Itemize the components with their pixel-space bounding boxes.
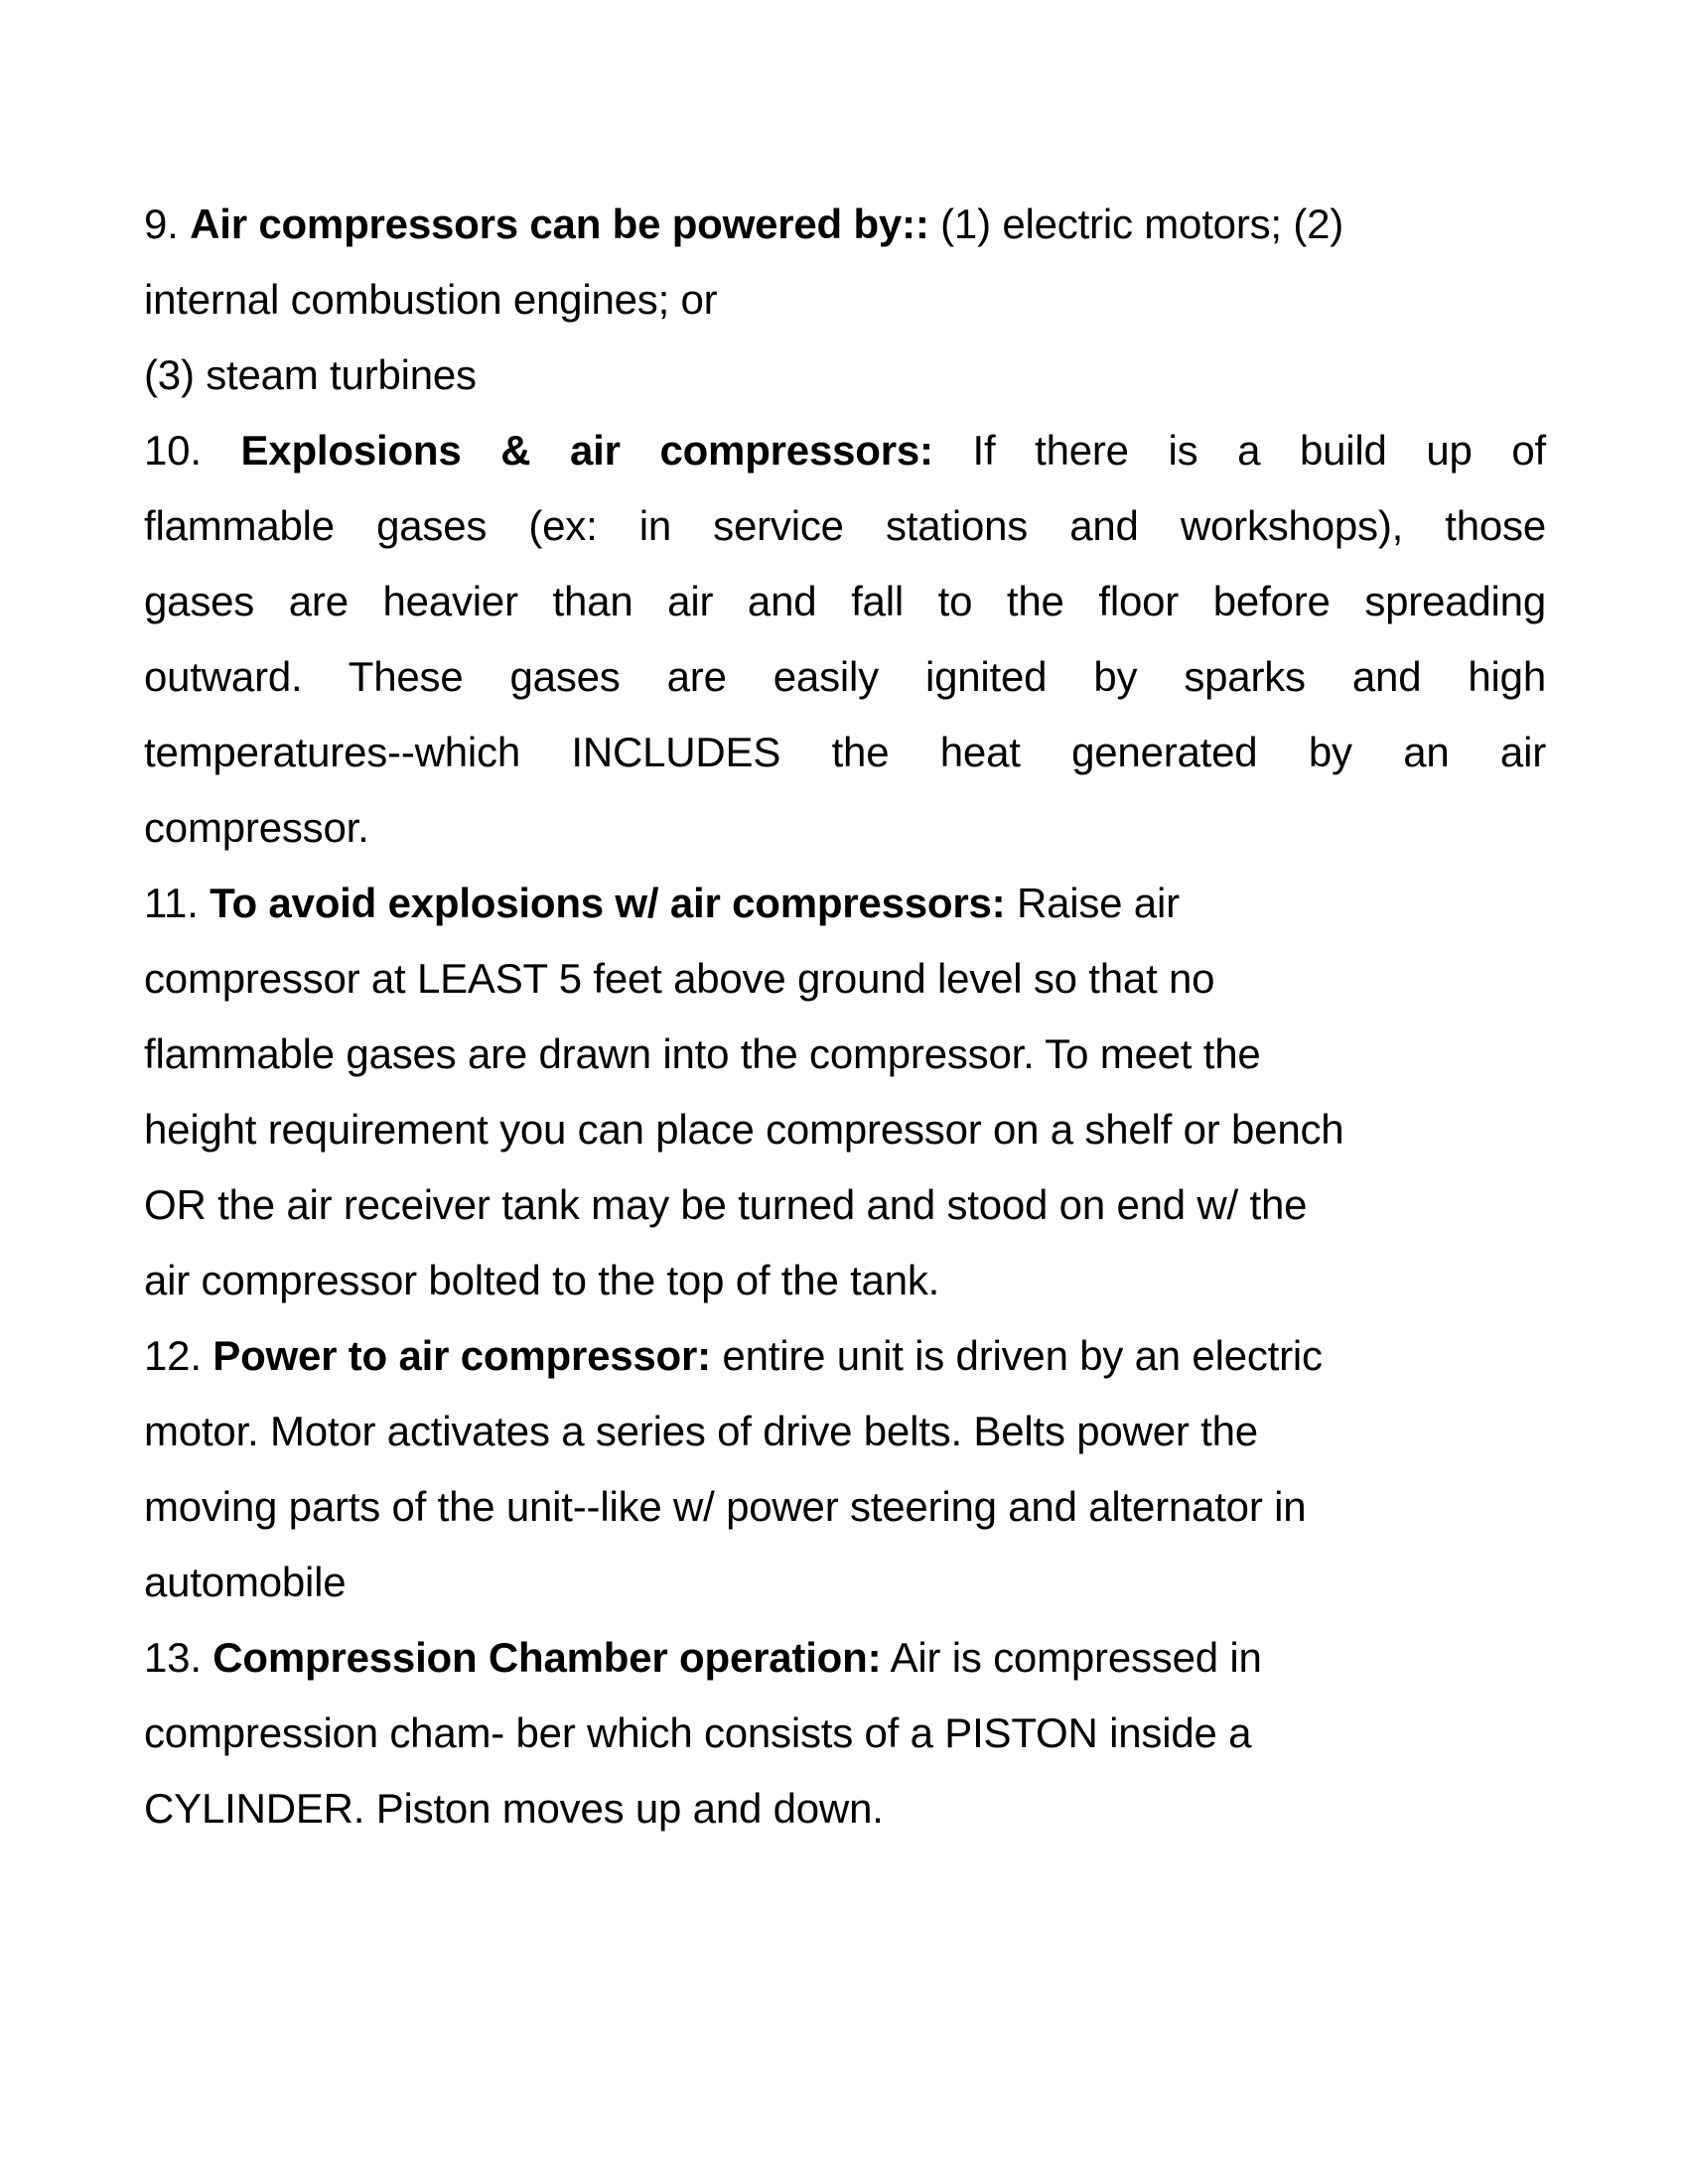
text-line xyxy=(144,1092,1546,1167)
text-line xyxy=(144,338,1546,413)
body-text: (3) steam turbines xyxy=(144,351,477,398)
text-line xyxy=(144,187,1546,262)
body-text: automobile xyxy=(144,1559,347,1605)
body-text: outward. These gases are easily ignited by sparks and high xyxy=(144,653,1546,700)
term-bold-text: To avoid explosions w/ air compressors: xyxy=(210,880,1006,926)
body-text: (1) electric motors; (2) xyxy=(928,201,1344,247)
body-text: compressor. xyxy=(144,804,369,851)
body-text: OR the air receiver tank may be turned and stood on end w/ the xyxy=(144,1181,1308,1228)
text-line xyxy=(144,639,1546,715)
text-line xyxy=(144,866,1546,941)
text-line xyxy=(144,1318,1546,1394)
body-text: internal combustion engines; or xyxy=(144,276,718,323)
body-text: 12. xyxy=(144,1332,213,1379)
text-line xyxy=(144,488,1546,564)
document-body xyxy=(144,187,1546,1846)
text-line xyxy=(144,1167,1546,1243)
term-bold-text: Compression Chamber operation: xyxy=(212,1634,882,1681)
body-text: height requirement you can place compressor on a shelf or bench xyxy=(144,1106,1344,1153)
text-line xyxy=(144,1394,1546,1469)
text-line xyxy=(144,564,1546,639)
body-text: Air is compressed in xyxy=(881,1634,1262,1681)
body-text: motor. Motor activates a series of drive belts. Belts power the xyxy=(144,1408,1258,1454)
body-text: 11. xyxy=(144,880,211,926)
term-bold-text: Power to air compressor: xyxy=(212,1332,711,1379)
text-line xyxy=(144,715,1546,790)
body-text: 9. xyxy=(144,201,191,247)
text-line xyxy=(144,1243,1546,1318)
body-text: compressor at LEAST 5 feet above ground level so that no xyxy=(144,955,1215,1002)
text-line xyxy=(144,1620,1546,1696)
body-text: If there is a build up of xyxy=(932,427,1546,474)
text-line xyxy=(144,1469,1546,1545)
body-text: flammable gases are drawn into the compressor. To meet the xyxy=(144,1030,1261,1077)
body-text: flammable gases (ex: in service stations and workshops), those xyxy=(144,502,1546,549)
text-line xyxy=(144,1771,1546,1846)
text-line xyxy=(144,1017,1546,1092)
text-line xyxy=(144,941,1546,1017)
text-line xyxy=(144,262,1546,338)
text-line xyxy=(144,1696,1546,1771)
body-text: temperatures--which INCLUDES the heat generated by an air xyxy=(144,729,1546,775)
term-bold-text: Explosions & air compressors: xyxy=(240,427,933,474)
body-text: gases are heavier than air and fall to the floor before spreading xyxy=(144,578,1546,624)
text-line xyxy=(144,1545,1546,1620)
body-text: entire unit is driven by an electric xyxy=(710,1332,1323,1379)
body-text: CYLINDER. Piston moves up and down. xyxy=(144,1785,884,1832)
body-text: 10. xyxy=(144,427,241,474)
body-text: air compressor bolted to the top of the tank. xyxy=(144,1257,940,1303)
body-text: compression cham- ber which consists of a PISTON inside a xyxy=(144,1709,1252,1756)
body-text: 13. xyxy=(144,1634,213,1681)
term-bold-text: Air compressors can be powered by:: xyxy=(190,201,929,247)
text-line xyxy=(144,413,1546,488)
body-text: moving parts of the unit--like w/ power steering and alternator in xyxy=(144,1483,1307,1530)
text-line xyxy=(144,790,1546,866)
body-text: Raise air xyxy=(1005,880,1180,926)
